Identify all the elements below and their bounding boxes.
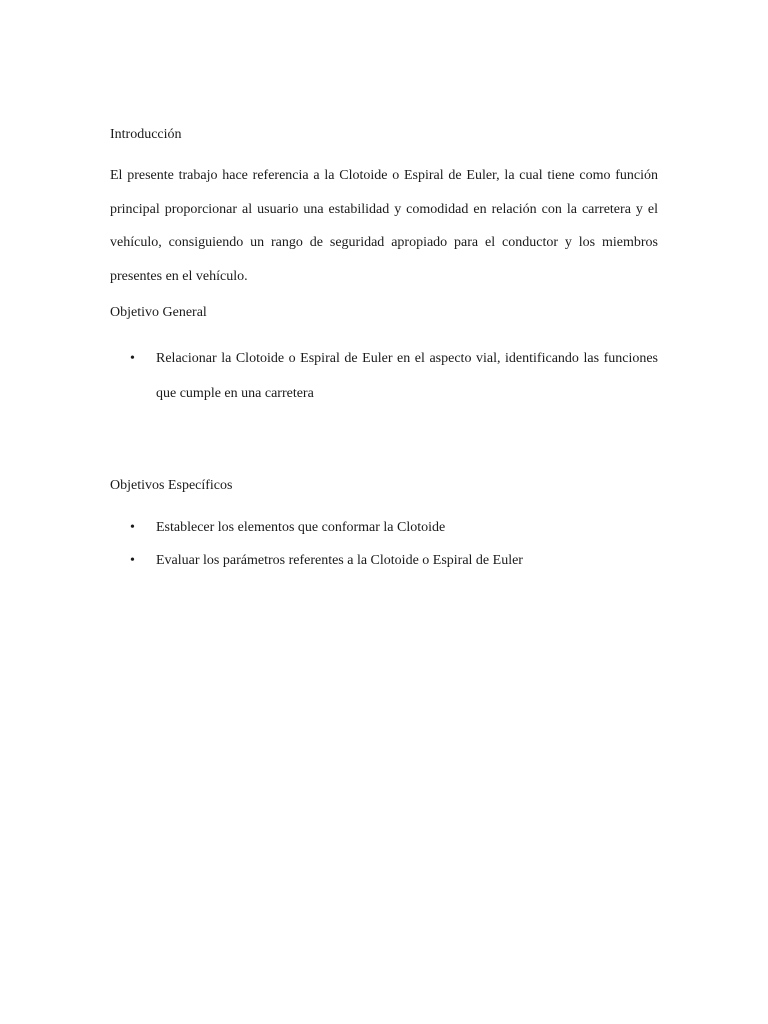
- specific-objective-text: Establecer los elementos que conformar la Clotoide: [156, 520, 446, 535]
- intro-heading: Introducción: [110, 127, 182, 142]
- specific-objectives-heading: Objetivos Específicos: [110, 478, 233, 493]
- list-item: [110, 341, 658, 411]
- specific-objective-text: Evaluar los parámetros referentes a la Clotoide o Espiral de Euler: [156, 553, 523, 568]
- list-item: [110, 544, 658, 577]
- list-item: [110, 511, 658, 544]
- bullet-icon: •: [130, 553, 135, 568]
- general-objective-heading: Objetivo General: [110, 305, 207, 320]
- bullet-icon: •: [130, 351, 135, 366]
- document-body: [110, 125, 658, 577]
- general-objectives-list: [110, 341, 658, 411]
- intro-paragraph: El presente trabajo hace referencia a la Clotoide o Espiral de Euler, la cual tiene como función principal proporcionar al usuario una estabilidad y comodidad en relación con la carretera y el vehículo, consiguiendo un rango de seguridad apropiado para el conductor y los miembros presentes en el vehículo.: [110, 168, 658, 284]
- bullet-icon: •: [130, 520, 135, 535]
- specific-objectives-list: [110, 511, 658, 577]
- general-objective-text: Relacionar la Clotoide o Espiral de Euler en el aspecto vial, identificando las funciones que cumple en una carretera: [156, 351, 658, 401]
